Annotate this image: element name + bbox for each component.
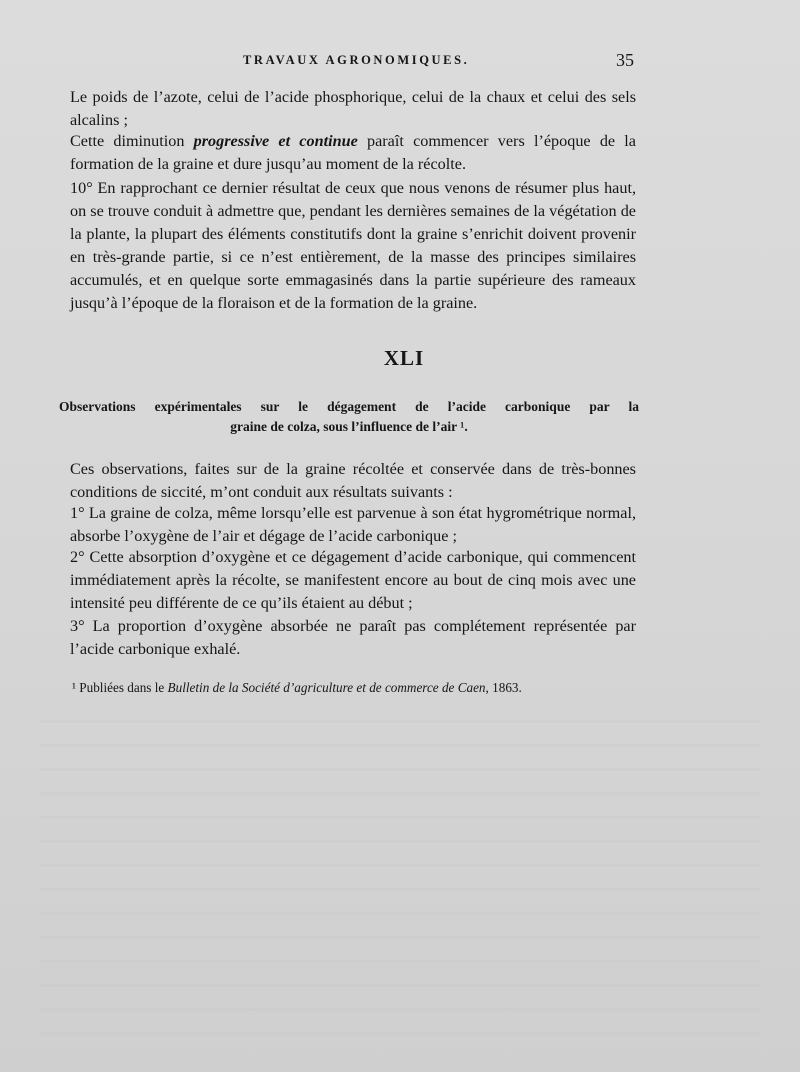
paragraph-text: 1° La graine de colza, même lorsqu’elle est parvenue à son état hygrométrique normal, absorbe l’oxygène de l’air et dégage de l’acide carbonique ; <box>70 504 636 545</box>
paragraph-text: 3° La proportion d’oxygène absorbée ne paraît pas complétement représentée par l’acide carbonique exhalé. <box>70 617 636 658</box>
footnote-text-after: , 1863. <box>485 680 522 695</box>
paragraph-text-before: Cette diminution <box>70 132 194 150</box>
paragraph-conclusion-10 <box>70 177 636 315</box>
paragraph-progressive-decrease <box>70 130 636 176</box>
paragraph-text-after: paraît commencer vers l’époque de la formation de la graine et dure jusqu’au moment de la récolte. <box>70 132 636 173</box>
paragraph-nitrogen-weight <box>70 86 636 132</box>
section-title-line-1: Observations expérimentales sur le dégagement de l’acide carbonique par la <box>59 399 639 414</box>
paragraph-text: Ces observations, faites sur de la graine récoltée et conservée dans de très-bonnes conditions de siccité, m’ont conduit aux résultats suivants : <box>70 460 636 501</box>
emphasis-text: progressive et continue <box>193 132 358 150</box>
footnote-marker: ¹ <box>72 680 76 695</box>
footnote <box>72 679 652 697</box>
page-number: 35 <box>616 50 634 70</box>
paragraph-observations-intro <box>70 458 636 504</box>
paragraph-result-3 <box>70 615 636 661</box>
section-title <box>59 397 639 437</box>
section-number: XLI <box>383 346 425 370</box>
footnote-text-before: Publiées dans le <box>75 680 168 695</box>
running-title: TRAVAUX AGRONOMIQUES. <box>243 53 470 67</box>
paragraph-text: 2° Cette absorption d’oxygène et ce dégagement d’acide carbonique, qui commencent immédiatement après la récolte, se manifestent encore au bout de cinq mois avec une intensité peu différente de ce qu’ils étaient au début ; <box>70 548 636 612</box>
show-through-texture <box>40 700 760 1040</box>
paragraph-result-2 <box>70 546 636 615</box>
paragraph-result-1 <box>70 502 636 548</box>
running-head <box>0 50 800 70</box>
paragraph-text: Le poids de l’azote, celui de l’acide phosphorique, celui de la chaux et celui des sels alcalins ; <box>70 88 636 129</box>
footnote-journal: Bulletin de la Société d’agriculture et de commerce de Caen <box>167 680 486 695</box>
paragraph-text: 10° En rapprochant ce dernier résultat de ceux que nous venons de résumer plus haut, on se trouve conduit à admettre que, pendant les dernières semaines de la végétation de la plante, la plupart des éléments constitutifs dont la graine s’enrichit doivent provenir en très-grande partie, si ce n’est entièrement, de la masse des principes similaires accumulés, et en quelque sorte emmagasinés dans la partie supérieure des rameaux jusqu’à l’époque de la floraison et de la formation de la graine. <box>70 179 636 312</box>
section-title-line-2: graine de colza, sous l’influence de l’air ¹. <box>230 419 468 434</box>
